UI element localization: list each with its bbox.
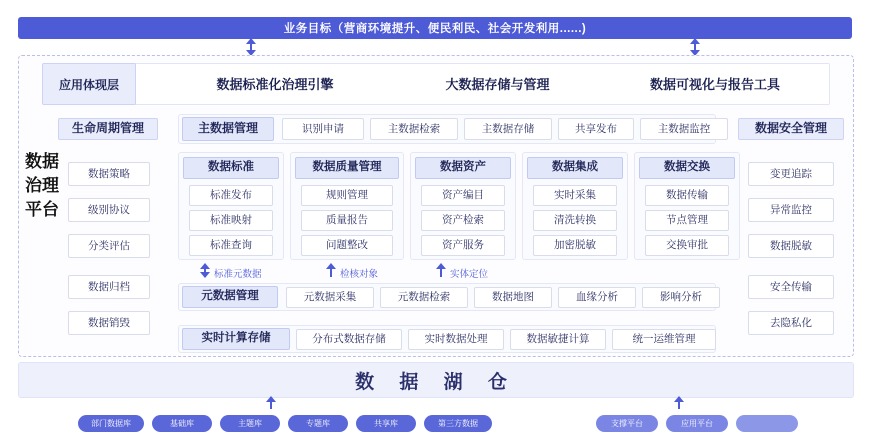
annotation-2: 实体定位 [450,269,489,280]
group-header-2: 数据资产 [415,157,511,179]
source-pill-0[interactable]: 部门数据库 [78,415,144,432]
platform-pill-1[interactable]: 应用平台 [666,415,728,432]
source-pill-3[interactable]: 专题库 [288,415,348,432]
app-item-1[interactable]: 大数据存储与管理 [445,76,550,92]
group-4-item-2[interactable]: 交换审批 [645,235,729,256]
security-header: 数据安全管理 [738,118,844,140]
source-pill-2[interactable]: 主题库 [220,415,280,432]
metadata-item-4[interactable]: 影响分析 [642,287,720,308]
platform-pill-0[interactable]: 支撑平台 [596,415,658,432]
source-pill-5[interactable]: 第三方数据 [424,415,492,432]
realtime-header: 实时计算存储 [182,328,290,350]
group-header-1: 数据质量管理 [295,157,399,179]
realtime-item-0[interactable]: 分布式数据存储 [296,329,402,350]
group-2-item-0[interactable]: 资产编目 [421,185,505,206]
arrow-up-right [690,38,700,44]
master-data-item-2[interactable]: 主数据存储 [464,118,552,140]
lifecycle-item-1[interactable]: 级别协议 [68,198,150,222]
metadata-header: 元数据管理 [182,286,278,308]
source-pill-1[interactable]: 基础库 [152,415,212,432]
metadata-item-1[interactable]: 元数据检索 [380,287,468,308]
realtime-item-3[interactable]: 统一运维管理 [612,329,716,350]
data-lake-title: 数 据 湖 仓 [18,362,854,398]
group-2-item-2[interactable]: 资产服务 [421,235,505,256]
group-4-item-0[interactable]: 数据传输 [645,185,729,206]
security-item-2[interactable]: 数据脱敏 [748,234,834,258]
source-pill-4[interactable]: 共享库 [356,415,416,432]
security-item-0[interactable]: 变更追踪 [748,162,834,186]
group-4-item-1[interactable]: 节点管理 [645,210,729,231]
realtime-item-2[interactable]: 数据敏捷计算 [510,329,606,350]
group-1-item-2[interactable]: 问题整改 [301,235,393,256]
group-0-item-2[interactable]: 标准查询 [189,235,273,256]
group-1-item-0[interactable]: 规则管理 [301,185,393,206]
metadata-item-0[interactable]: 元数据采集 [286,287,374,308]
master-data-item-1[interactable]: 主数据检索 [370,118,458,140]
group-3-item-1[interactable]: 清洗转换 [533,210,617,231]
metadata-item-3[interactable]: 血缘分析 [558,287,636,308]
lifecycle-item-2[interactable]: 分类评估 [68,234,150,258]
master-data-header: 主数据管理 [182,117,274,141]
annotation-0: 标准元数据 [214,269,262,280]
master-data-item-4[interactable]: 主数据监控 [640,118,728,140]
lake-arrow-up-left [266,396,276,402]
lake-arrow-up-right [674,396,684,402]
lifecycle-item-3[interactable]: 数据归档 [68,275,150,299]
arrow-up-left [246,38,256,44]
security-item-4[interactable]: 去隐私化 [748,311,834,335]
master-data-item-0[interactable]: 识别申请 [282,118,364,140]
app-item-2[interactable]: 数据可视化与报告工具 [649,76,780,92]
lifecycle-item-4[interactable]: 数据销毁 [68,311,150,335]
business-goal-bar: 业务目标（营商环境提升、便民利民、社会开发利用......) [18,17,852,39]
security-item-1[interactable]: 异常监控 [748,198,834,222]
platform-title: 数据治理平台 [25,152,59,219]
group-0-item-0[interactable]: 标准发布 [189,185,273,206]
lifecycle-header: 生命周期管理 [58,118,158,140]
application-layer-label: 应用体现层 [42,63,136,105]
ann-arrow-up-2 [436,263,446,269]
app-item-0[interactable]: 数据标准化治理引擎 [216,76,334,92]
group-header-0: 数据标准 [183,157,279,179]
ann-arrow-down-0 [200,272,210,278]
ann-arrow-up-0 [200,263,210,269]
lifecycle-item-0[interactable]: 数据策略 [68,162,150,186]
ann-arrow-up-1 [326,263,336,269]
group-0-item-1[interactable]: 标准映射 [189,210,273,231]
platform-pill-2[interactable] [736,415,798,432]
group-header-4: 数据交换 [639,157,735,179]
group-3-item-0[interactable]: 实时采集 [533,185,617,206]
group-header-3: 数据集成 [527,157,623,179]
group-2-item-1[interactable]: 资产检索 [421,210,505,231]
group-1-item-1[interactable]: 质量报告 [301,210,393,231]
metadata-item-2[interactable]: 数据地图 [474,287,552,308]
master-data-item-3[interactable]: 共享发布 [558,118,634,140]
security-item-3[interactable]: 安全传输 [748,275,834,299]
group-3-item-2[interactable]: 加密脱敏 [533,235,617,256]
realtime-item-1[interactable]: 实时数据处理 [408,329,504,350]
annotation-1: 检核对象 [340,269,379,280]
